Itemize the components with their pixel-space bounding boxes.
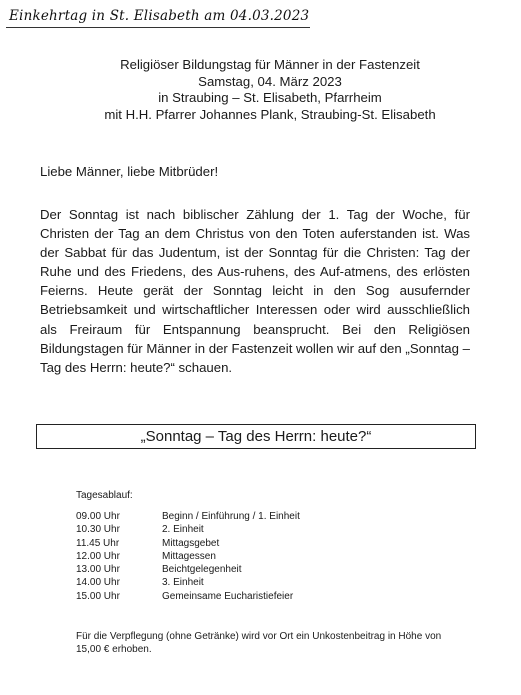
schedule-row <box>76 563 396 576</box>
schedule-row <box>76 523 396 536</box>
intro-line-date: Samstag, 04. März 2023 <box>198 73 342 89</box>
schedule-event: Beichtgelegenheit <box>162 564 242 576</box>
theme-box <box>36 424 476 449</box>
schedule-row <box>76 537 396 550</box>
schedule-list <box>76 510 396 603</box>
intro-line-event: Religiöser Bildungstag für Männer in der Fastenzeit <box>120 57 420 72</box>
theme-text: „Sonntag – Tag des Herrn: heute?“ <box>140 428 372 445</box>
schedule-event: Mittagessen <box>162 550 216 562</box>
page-header-title: Einkehrtag in St. Elisabeth am 04.03.2023 <box>9 8 310 24</box>
schedule-row <box>76 550 396 563</box>
schedule-event: Mittagsgebet <box>162 537 220 549</box>
schedule-time: 09.00 Uhr <box>76 511 120 522</box>
event-intro <box>40 57 500 123</box>
schedule-row <box>76 510 396 523</box>
body-paragraph: Der Sonntag ist nach biblischer Zählung der 1. Tag der Woche, für Christen der Tag an dem Christus von den Toten auferstanden ist. Was der Sabbat für das Judentum, ist der Sonntag für die Christen: Tag der Ruhe und des Friedens, des Aus-ruhens, des Auf-atmens, des erlösten Feierns. Heute gerät der Sonntag leicht in den Sog ausufernder Betriebsamkeit und wirtschaftlicher Interessen oder wird ausschließlich als Freiraum für Entspannung beansprucht. Bei den Religiösen Bildungstagen für Männer in der Fastenzeit wollen wir auf den „Sonntag – Tag des Herrn: heute?“ schauen. <box>40 207 470 375</box>
schedule-time: 11.45 Uhr <box>76 537 120 549</box>
intro-line-location: in Straubing – St. Elisabeth, Pfarrheim <box>158 90 382 105</box>
schedule-time: 13.00 Uhr <box>76 564 120 576</box>
intro-line-speaker: mit H.H. Pfarrer Johannes Plank, Straubing-St. Elisabeth <box>104 106 436 122</box>
schedule-time: 10.30 Uhr <box>76 524 120 536</box>
schedule-event: 3. Einheit <box>162 577 204 589</box>
salutation: Liebe Männer, liebe Mitbrüder! <box>40 164 219 179</box>
footer-note: Für die Verpflegung (ohne Getränke) wird vor Ort ein Unkostenbeitrag in Höhe von 15,00 € erhoben. <box>76 631 442 656</box>
schedule-time: 12.00 Uhr <box>76 550 120 562</box>
schedule-time: 15.00 Uhr <box>76 590 120 602</box>
schedule-event: Beginn / Einführung / 1. Einheit <box>162 511 300 522</box>
schedule-event: Gemeinsame Eucharistiefeier <box>162 590 294 602</box>
schedule-heading: Tagesablauf: <box>76 490 133 501</box>
header-divider <box>6 27 310 28</box>
schedule-time: 14.00 Uhr <box>76 577 120 589</box>
schedule-event: 2. Einheit <box>162 524 204 536</box>
schedule-row <box>76 590 396 603</box>
schedule-row <box>76 576 396 589</box>
